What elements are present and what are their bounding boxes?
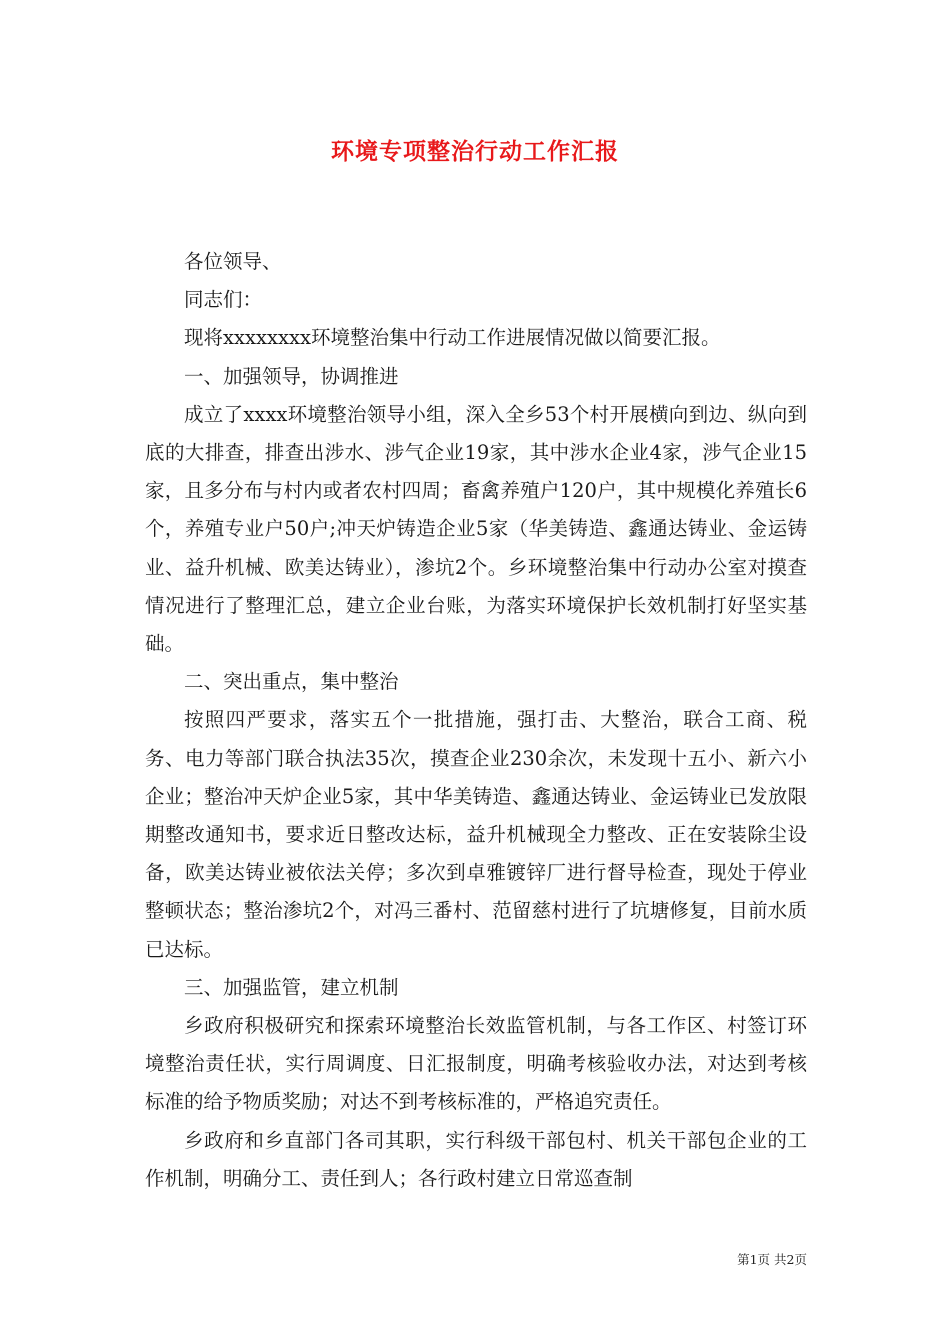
section-heading-2: 二、突出重点，集中整治 (184, 670, 399, 694)
section-2-paragraph-1: 按照四严要求，落实五个一批措施，强打击、大整治，联合工商、税务、电力等部门联合执法35次，摸查企业230余次，未发现十五小、新六小企业；整治冲天炉企业5家，其中华美铸造、鑫通达铸业、金运铸业已发放限期整改通知书，要求近日整改达标，益升机械现全力整改、正在安装除尘设备，欧美达铸业被依法关停；多次到卓雅镀锌厂进行督导检查，现处于停业整顿状态；整治渗坑2个，对冯三番村、范留慈村进行了坑塘修复，目前水质已达标。 (145, 708, 807, 961)
section-heading-1: 一、加强领导，协调推进 (184, 364, 399, 388)
greeting-line-1: 各位领导、 (184, 250, 282, 273)
intro-paragraph: 现将xxxxxxxx环境整治集中行动工作进展情况做以简要汇报。 (184, 326, 721, 350)
section-1-paragraph-1: 成立了xxxx环境整治领导小组，深入全乡53个村开展横向到边、纵向到底的大排查，排查出涉水、涉气企业19家，其中涉水企业4家，涉气企业15家，且多分布与村内或者农村四周；畜禽养殖户120户，其中规模化养殖长6个，养殖专业户50户;冲天炉铸造企业5家（华美铸造、鑫通达铸业、金运铸业、益升机械、欧美达铸业），渗坑2个。乡环境整治集中行动办公室对摸查情况进行了整理汇总，建立企业台账，为落实环境保护长效机制打好坚实基础。 (145, 402, 807, 656)
document-body (145, 243, 807, 1198)
section-3-paragraph-2: 乡政府和乡直部门各司其职，实行科级干部包村、机关干部包企业的工作机制，明确分工、责任到人；各行政村建立日常巡查制 (145, 1128, 807, 1190)
document-title: 环境专项整治行动工作汇报 (331, 138, 619, 165)
greeting-line-2: 同志们： (184, 288, 263, 312)
section-heading-3: 三、加强监管，建立机制 (184, 975, 399, 999)
page-number: 第1页 共2页 (737, 1252, 807, 1267)
section-3-paragraph-1: 乡政府积极研究和探索环境整治长效监管机制，与各工作区、村签订环境整治责任状，实行周调度、日汇报制度，明确考核验收办法，对达到考核标准的给予物质奖励；对达不到考核标准的，严格追究责任。 (145, 1014, 807, 1114)
